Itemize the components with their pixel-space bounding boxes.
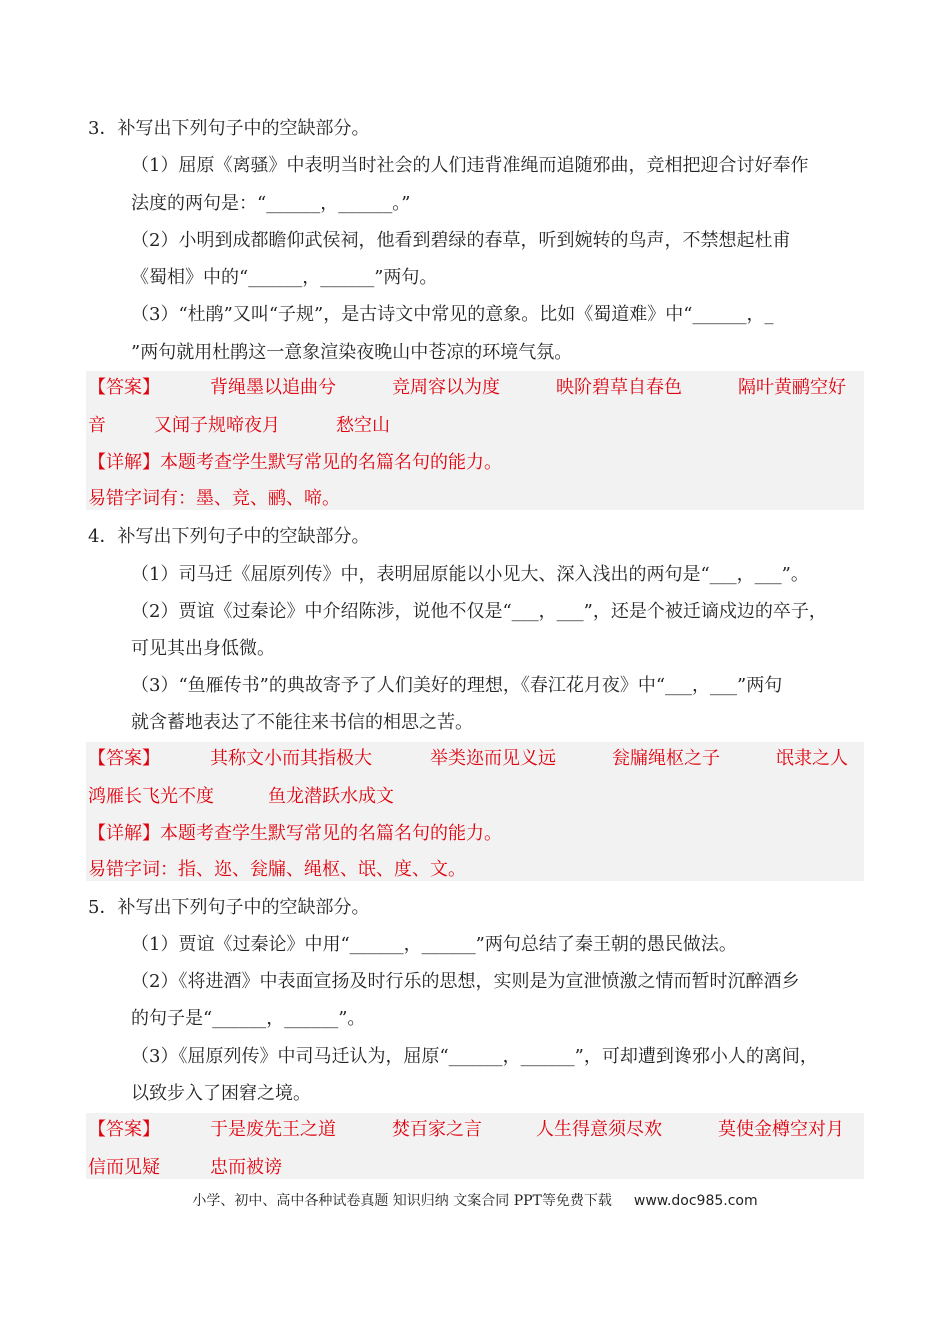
q3-answer-3: 映阶碧草自春色 bbox=[556, 377, 682, 398]
q5-answer-5: 信而见疑 bbox=[88, 1157, 160, 1178]
q4-answer-1: 其称文小而其指极大 bbox=[210, 748, 372, 769]
q3-answer-2: 竞周容以为度 bbox=[392, 377, 500, 398]
q5-answer-2: 焚百家之言 bbox=[392, 1119, 482, 1140]
q4-answer-box bbox=[86, 742, 864, 881]
q3-sentence-1b: 法度的两句是：“______，______。” bbox=[131, 193, 411, 214]
q5-sentence-2b: 的句子是“______，______”。 bbox=[131, 1008, 366, 1029]
q3-answer-4: 隔叶黄鹂空好 bbox=[738, 377, 846, 398]
q4-answer-6: 鱼龙潜跃水成文 bbox=[268, 786, 394, 807]
q3-answer-box bbox=[86, 371, 864, 510]
q3-sentence-1a: （1）屈原《离骚》中表明当时社会的人们违背准绳而追随邪曲，竞相把迎合讨好奉作 bbox=[131, 155, 809, 176]
q5-sentence-1a: （1）贾谊《过秦论》中用“______，______”两句总结了秦王朝的愚民做法。 bbox=[131, 934, 737, 955]
footer-text: 小学、初中、高中各种试卷真题 知识归纳 文案合同 PPT等免费下载 bbox=[192, 1193, 612, 1209]
q3-sentence-2a: （2）小明到成都瞻仰武侯祠，他看到碧绿的春草，听到婉转的鸟声，不禁想起杜甫 bbox=[131, 230, 791, 251]
q5-answer-4: 莫使金樽空对月 bbox=[718, 1119, 844, 1140]
q3-answer-1: 背绳墨以追曲兮 bbox=[210, 377, 336, 398]
q4-sentence-3a: （3）“鱼雁传书”的典故寄予了人们美好的理想，《春江花月夜》中“___，___”两句 bbox=[131, 675, 783, 696]
q3-answer-label: 【答案】 bbox=[88, 377, 160, 398]
page-footer bbox=[0, 1192, 950, 1210]
q3-answer-7: 愁空山 bbox=[336, 415, 390, 436]
q4-answer-2: 举类迩而见义远 bbox=[430, 748, 556, 769]
q4-title: 4．补写出下列句子中的空缺部分。 bbox=[88, 526, 370, 547]
q5-sentence-3a: （3）《屈原列传》中司马迁认为，屈原“______，______”，可却遭到谗邪小人的离间， bbox=[131, 1046, 818, 1067]
q5-answer-box bbox=[86, 1113, 864, 1179]
q5-sentence-2a: （2）《将进酒》中表面宣扬及时行乐的思想，实则是为宣泄愤激之情而暂时沉醉酒乡 bbox=[131, 971, 800, 992]
q4-sentence-2b: 可见其出身低微。 bbox=[131, 638, 275, 659]
q4-sentence-2a: （2）贾谊《过秦论》中介绍陈涉，说他不仅是“___，___”，还是个被迁谪戍边的卒子， bbox=[131, 601, 827, 622]
q3-answer-6: 又闻子规啼夜月 bbox=[154, 415, 280, 436]
q5-answer-label: 【答案】 bbox=[88, 1119, 160, 1140]
q3-sentence-3a: （3）“杜鹃”又叫“子规”，是古诗文中常见的意象。比如《蜀道难》中“______，_ bbox=[131, 304, 774, 325]
q3-errors: 易错字词有：墨、竞、鹂、啼。 bbox=[88, 488, 340, 509]
q5-answer-3: 人生得意须尽欢 bbox=[536, 1119, 662, 1140]
footer-site-link[interactable]: www.doc985.com bbox=[633, 1193, 758, 1209]
q4-errors: 易错字词：指、迩、瓮牖、绳枢、氓、度、文。 bbox=[88, 859, 466, 880]
q5-sentence-3b: 以致步入了困窘之境。 bbox=[131, 1083, 311, 1104]
q4-answer-label: 【答案】 bbox=[88, 748, 160, 769]
q4-answer-3: 瓮牖绳枢之子 bbox=[612, 748, 720, 769]
q3-sentence-3b: ”两句就用杜鹃这一意象渲染夜晚山中苍凉的环境气氛。 bbox=[131, 342, 573, 363]
q5-answer-1: 于是废先王之道 bbox=[210, 1119, 336, 1140]
q5-title: 5．补写出下列句子中的空缺部分。 bbox=[88, 897, 370, 918]
q3-title: 3．补写出下列句子中的空缺部分。 bbox=[88, 118, 370, 139]
q4-detail: 【详解】本题考查学生默写常见的名篇名句的能力。 bbox=[88, 823, 502, 844]
q4-sentence-1a: （1）司马迁《屈原列传》中，表明屈原能以小见大、深入浅出的两句是“___，___”。 bbox=[131, 564, 809, 585]
q4-sentence-3b: 就含蓄地表达了不能往来书信的相思之苦。 bbox=[131, 712, 473, 733]
q5-answer-6: 忠而被谤 bbox=[210, 1157, 282, 1178]
q3-answer-5: 音 bbox=[88, 415, 106, 436]
q3-sentence-2b: 《蜀相》中的“______，______”两句。 bbox=[131, 267, 438, 288]
q4-answer-4: 氓隶之人 bbox=[776, 748, 848, 769]
q4-answer-5: 鸿雁长飞光不度 bbox=[88, 786, 214, 807]
q3-detail: 【详解】本题考查学生默写常见的名篇名句的能力。 bbox=[88, 452, 502, 473]
